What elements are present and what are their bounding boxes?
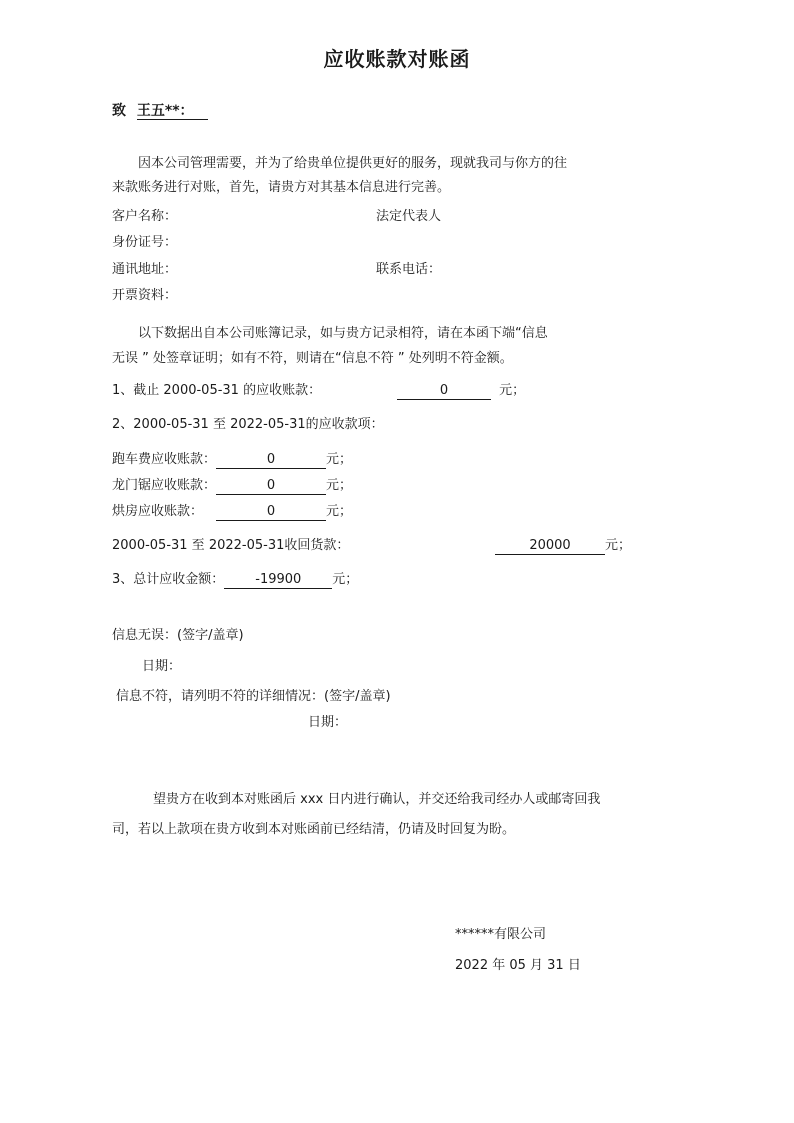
signature-date: 2022 年 05 月 31 日	[455, 958, 581, 973]
intro-line-2: 来款账务进行对账，首先，请贵方对其基本信息进行完善。	[112, 180, 451, 195]
item1-amount-line	[397, 382, 525, 400]
item3-line	[112, 571, 358, 589]
row-label: 烘房应收账款：	[112, 504, 204, 519]
payment-unit: 元；	[605, 538, 632, 553]
item2-row-gantry-saw	[112, 477, 352, 495]
row-label: 跑车费应收账款：	[112, 452, 217, 467]
row-amount: 0	[216, 452, 326, 469]
document-title: 应收账款对账函	[323, 47, 471, 71]
info-mismatch-date: 日期：	[308, 715, 348, 730]
item1-label: 1、截止 2000-05-31 的应收账款：	[112, 383, 322, 398]
recipient-line	[112, 102, 208, 120]
closing-line-1: 望贵方在收到本对账函后 xxx 日内进行确认，并交还给我司经办人或邮寄回我	[153, 792, 601, 807]
info-mismatch-signature: 信息不符，请列明不符的详细情况：(签字/盖章)	[116, 689, 391, 704]
row-unit: 元；	[326, 452, 353, 467]
phone-label: 联系电话：	[376, 262, 442, 277]
item2-label: 2、2000-05-31 至 2022-05-31的应收款项：	[112, 417, 384, 432]
legal-representative-label: 法定代表人	[376, 209, 442, 224]
address-label: 通讯地址：	[112, 262, 178, 277]
row-label: 龙门锯应收账款：	[112, 478, 217, 493]
item2-row-drying-room	[112, 503, 352, 521]
data-note-line-2: 无误 ” 处签章证明；如有不符，则请在“信息不符 ” 处列明不符金额。	[112, 351, 513, 366]
intro-line-1: 因本公司管理需要，并为了给贵单位提供更好的服务，现就我司与你方的往	[138, 156, 568, 171]
info-correct-signature: 信息无误：(签字/盖章)	[112, 628, 244, 643]
row-unit: 元；	[326, 504, 353, 519]
item1-unit: 元；	[499, 383, 526, 398]
invoice-info-label: 开票资料：	[112, 288, 178, 303]
recipient-name: 王五**：	[137, 103, 208, 120]
payment-amount-line	[495, 537, 631, 555]
recipient-prefix: 致	[112, 103, 126, 119]
item3-label: 3、总计应收金额：	[112, 572, 225, 587]
item3-unit: 元；	[332, 572, 359, 587]
item1-amount: 0	[397, 383, 491, 400]
item2-row-racecar	[112, 451, 352, 469]
company-name: ******有限公司	[455, 927, 547, 942]
row-unit: 元；	[326, 478, 353, 493]
row-amount: 0	[216, 478, 326, 495]
data-note-line-1: 以下数据出自本公司账簿记录，如与贵方记录相符，请在本函下端“信息	[138, 326, 548, 341]
id-number-label: 身份证号：	[112, 235, 178, 250]
item3-amount: -19900	[224, 572, 332, 589]
info-correct-date: 日期：	[142, 659, 182, 674]
payment-amount: 20000	[495, 538, 605, 555]
customer-name-label: 客户名称：	[112, 209, 178, 224]
closing-line-2: 司，若以上款项在贵方收到本对账函前已经结清，仍请及时回复为盼。	[112, 822, 516, 837]
row-amount: 0	[216, 504, 326, 521]
payment-label: 2000-05-31 至 2022-05-31收回货款：	[112, 538, 350, 553]
